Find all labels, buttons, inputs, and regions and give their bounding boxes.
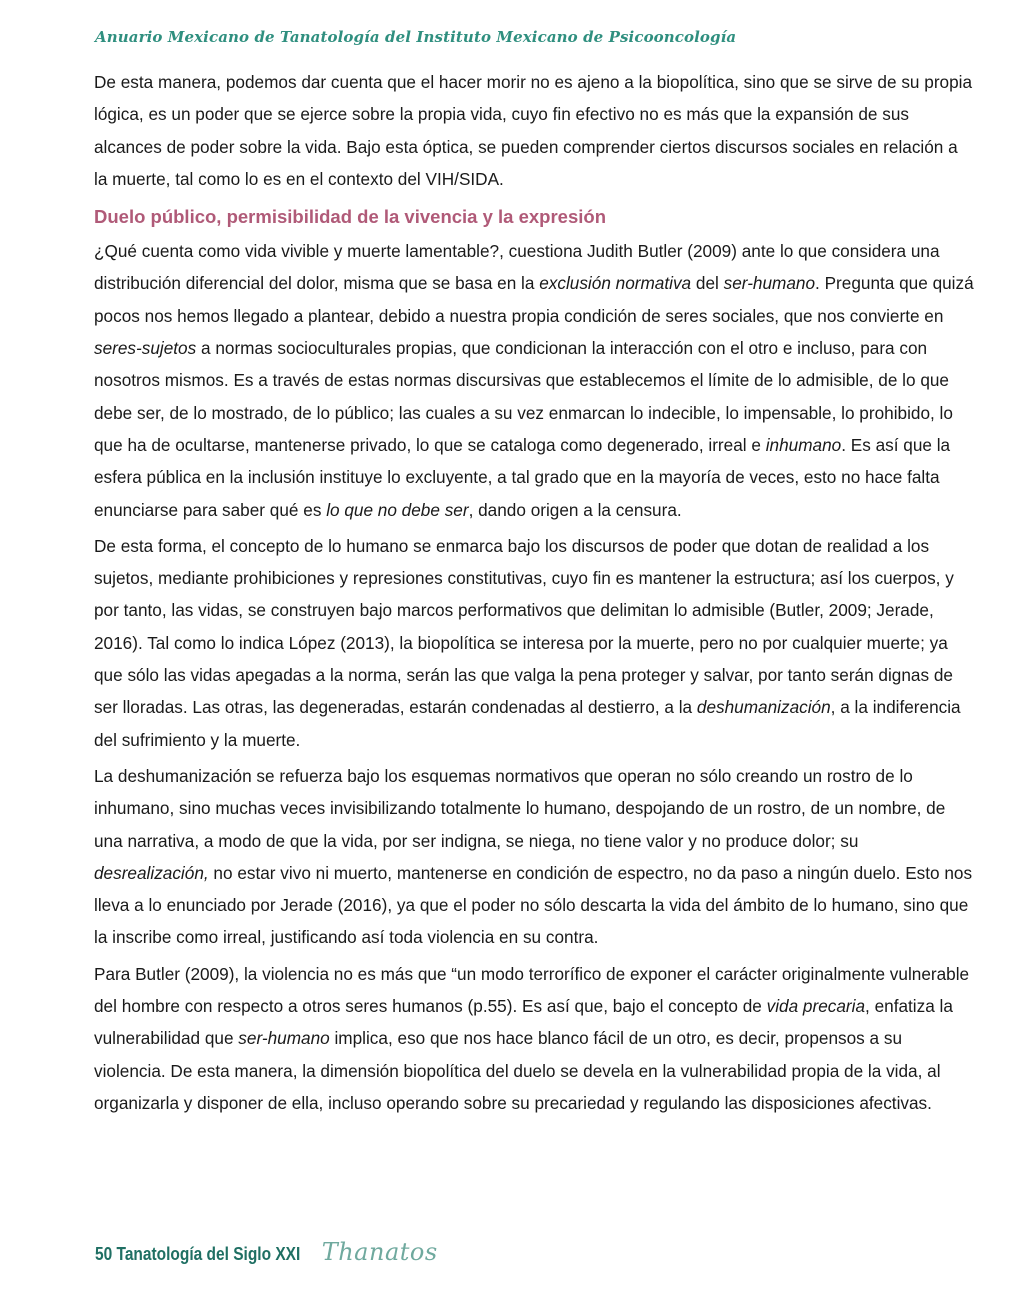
paragraph-2	[94, 235, 974, 526]
page-footer	[95, 1238, 438, 1266]
italic-term: ser-humano	[723, 273, 816, 294]
paragraph-4	[94, 760, 974, 954]
text-run: implica, eso que nos hace blanco fácil de un otro, es decir, propensos a su violencia. De esta manera, la dimensión biopolítica del duelo se devela en la vulnerabilidad propia de la vida, al organizarla y disponer de ella, incluso operando sobre su precariedad y regulando las disposiciones afectivas.	[94, 1028, 941, 1113]
paragraph-5	[94, 958, 974, 1119]
text-run: , enfatiza la vulnerabilidad que	[94, 996, 953, 1049]
section-heading: Duelo público, permisibilidad de la vivencia y la expresión	[94, 206, 606, 228]
text-run: . Pregunta que quizá pocos nos hemos llegado a plantear, debido a nuestra propia condición de seres sociales, que nos convierte en	[94, 273, 974, 326]
text-run: no estar vivo ni muerto, mantenerse en condición de espectro, no da paso a ningún duelo. Esto nos lleva a lo enunciado por Jerade (2016), ya que el poder no sólo descarta la vida del ámbito de lo humano, sino que la inscribe como irreal, justificando así toda violencia en su contra.	[94, 862, 973, 948]
text-run: De esta forma, el concepto de lo humano se enmarca bajo los discursos de poder que dotan de realidad a los sujetos, mediante prohibiciones y represiones constitutivas, cuyo fin es mantener la estructura; así los cuerpos, y por tanto, las vidas, se construyen bajo marcos performativos que delimitan lo admisible (Butler, 2009; Jerade, 2016). Tal como lo indica López (2013), la biopolítica se interesa por la muerte, pero no por cualquier muerte; ya que sólo las vidas apegadas a la norma, serán las que valga la pena proteger y salvar, por tanto serán dignas de ser lloradas. Las otras, las degeneradas, estarán condenadas al destierro, a la	[94, 535, 954, 718]
italic-term: seres-sujetos	[94, 338, 197, 359]
paragraph-3	[94, 530, 974, 756]
text-run: del	[691, 273, 724, 294]
thanatos-logo: Thanatos	[321, 1238, 438, 1266]
italic-term: deshumanización	[696, 697, 831, 718]
text-run: a normas socioculturales propias, que condicionan la interacción con el otro e incluso, para con nosotros mismos. Es a través de estas normas discursivas que establecemos el límite de lo admisible, de lo que debe ser, de lo mostrado, de lo público; las cuales a su vez enmarcan lo indecible, lo impensable, lo prohibido, lo que ha de ocultarse, mantenerse privado, lo que se cataloga como degenerado, irreal e	[94, 338, 953, 455]
text-run: , a la indiferencia del sufrimiento y la muerte.	[94, 697, 961, 750]
running-header: Anuario Mexicano de Tanatología del Instituto Mexicano de Psicooncología	[95, 28, 737, 46]
text-run: Para Butler (2009), la violencia no es más que “un modo terrorífico de exponer el carácter originalmente vulnerable del hombre con respecto a otros seres humanos (p.55). Es así que, bajo el concepto de	[94, 963, 970, 1017]
italic-term: ser-humano	[238, 1028, 330, 1049]
italic-term: inhumano	[765, 434, 842, 455]
italic-term: vida precaria	[766, 996, 866, 1017]
footer-page-label: 50 Tanatología del Siglo XXI	[95, 1244, 301, 1264]
article-body	[94, 66, 974, 1123]
italic-term: lo que no debe ser	[326, 499, 469, 520]
text-run: . Es así que la esfera pública en la inclusión instituye lo excluyente, a tal grado que en la mayoría de veces, esto no hace falta enunciarse para saber qué es	[94, 434, 951, 520]
italic-term: exclusión normativa	[539, 273, 692, 294]
italic-term: desrealización,	[94, 862, 209, 883]
text-run: ¿Qué cuenta como vida vivible y muerte lamentable?, cuestiona Judith Butler (2009) ante lo que considera una distribución diferencial del dolor, misma que se basa en la	[94, 241, 940, 294]
text-run: La deshumanización se refuerza bajo los esquemas normativos que operan no sólo creando un rostro de lo inhumano, sino muchas veces invisibilizando totalmente lo humano, despojando de un rostro, de un nombre, de una narrativa, a modo de que la vida, por ser indigna, se niega, no tiene valor y no produce dolor; su	[94, 765, 946, 851]
paragraph-1: De esta manera, podemos dar cuenta que el hacer morir no es ajeno a la biopolítica, sino que se sirve de su propia lógica, es un poder que se ejerce sobre la propia vida, cuyo fin efectivo no es más que la expansión de sus alcances de poder sobre la vida. Bajo esta óptica, se pueden comprender ciertos discursos sociales en relación a la muerte, tal como lo es en el contexto del VIH/SIDA.	[94, 72, 973, 189]
text-run: , dando origen a la censura.	[468, 499, 682, 520]
